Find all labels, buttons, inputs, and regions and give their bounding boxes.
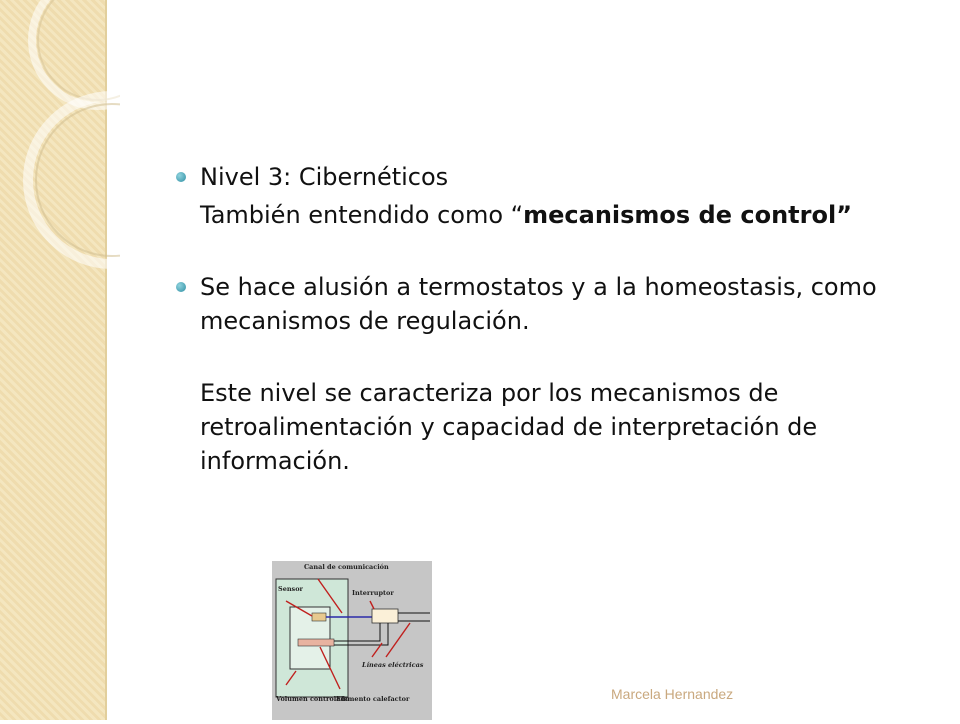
- bullet-item-termostatos: [176, 270, 916, 338]
- thermostat-diagram: [272, 561, 432, 720]
- label-volumen: Volumen controlado: [276, 695, 350, 703]
- label-canal: Canal de comunicación: [304, 563, 389, 571]
- decorative-circles: [0, 0, 120, 300]
- heater-element: [298, 639, 334, 646]
- paragraph-text: Este nivel se caracteriza por los mecanismos de retroalimentación y capacidad de interpretación de información.: [200, 379, 818, 475]
- bullet-text: Nivel 3: Cibernéticos: [200, 163, 449, 191]
- bullet-text: Se hace alusión a termostatos y a la homeostasis, como mecanismos de regulación.: [200, 273, 877, 335]
- sensor-element: [312, 613, 326, 621]
- label-elemento: Elemento calefactor: [336, 695, 410, 703]
- sub-line-text: También entendido como “: [200, 201, 524, 229]
- paragraph-retroalimentacion: [176, 376, 916, 478]
- slide-body: [176, 160, 916, 478]
- sub-line: [176, 198, 916, 232]
- footer-author: Marcela Hernandez: [611, 686, 734, 702]
- bullet-dot-icon: [176, 172, 186, 182]
- label-sensor: Sensor: [278, 585, 303, 593]
- label-interruptor: Interruptor: [352, 589, 394, 597]
- sub-line-bold: mecanismos de control”: [523, 201, 852, 229]
- bullet-dot-icon: [176, 282, 186, 292]
- label-lineas: Líneas eléctricas: [362, 661, 424, 669]
- switch-box: [372, 609, 398, 623]
- thermostat-diagram-svg: [272, 561, 432, 720]
- bullet-item-nivel3: [176, 160, 916, 194]
